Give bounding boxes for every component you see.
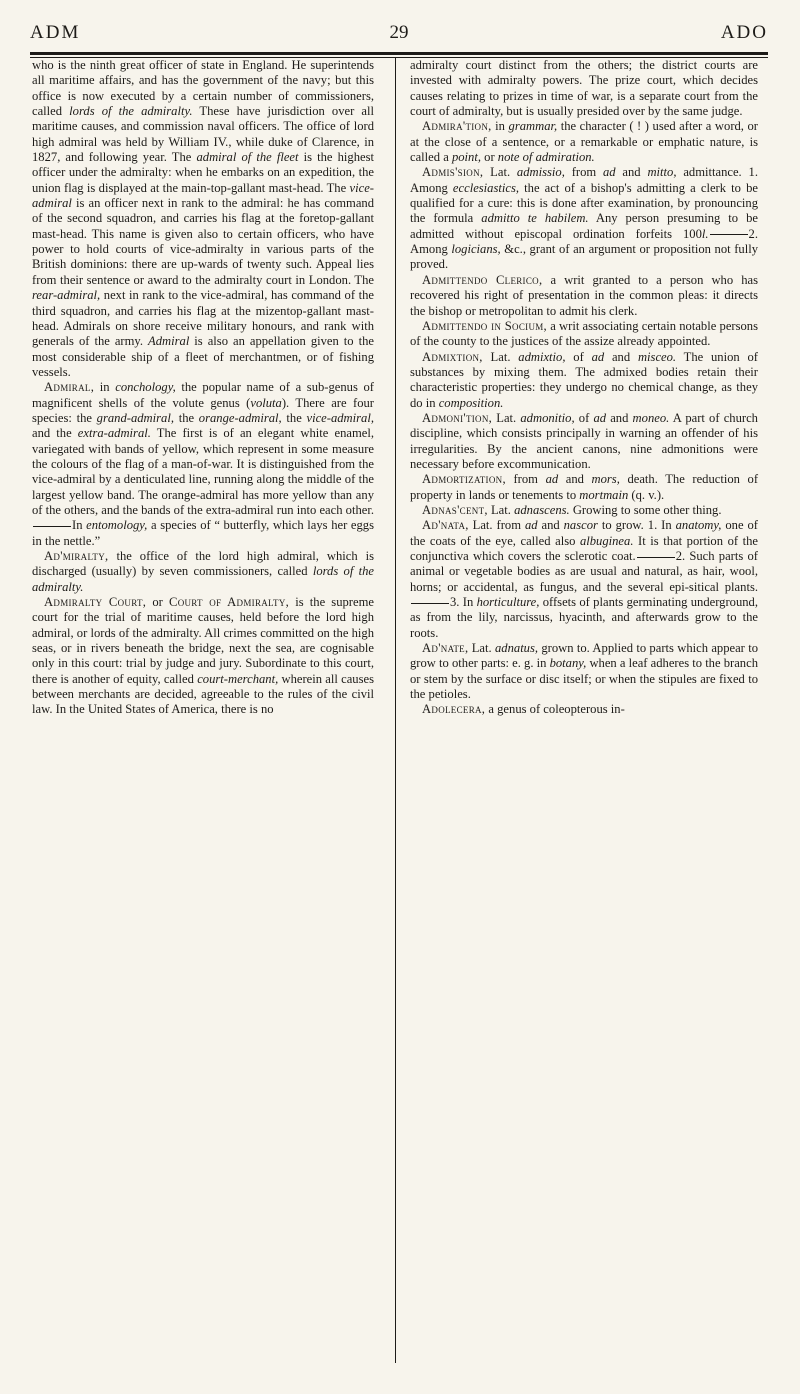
italic-term: extra-admiral.	[77, 426, 151, 441]
headword: Admixtion,	[422, 349, 483, 364]
dictionary-entry	[410, 472, 758, 503]
italic-term: botany,	[549, 656, 587, 671]
italic-term: court-merchant,	[197, 671, 279, 686]
text-run: the	[281, 410, 307, 425]
italic-term: ad	[593, 410, 607, 425]
running-header	[30, 22, 768, 52]
text-run: admiralty court distinct from the others; the district courts are invested with admiralty powers. The prize court, which decides causes relating to prizes in time of war, is a separate court from the court of admiralty, but is usually presided over by the same judge.	[410, 58, 758, 119]
em-rule	[637, 557, 675, 558]
text-run: Any person presuming to be admitted without episcopal ordination forfeits 100	[410, 211, 758, 241]
italic-term: admixtio,	[518, 349, 566, 364]
text-run: 2. Such parts of animal or vegetable bodies as are usual and natural, as hair, wool, horns; or accidental, as fungus, and the several epi-sitical plants.	[410, 549, 758, 594]
text-run: Lat.	[487, 502, 515, 517]
text-run: 2. Among	[410, 226, 758, 257]
text-run: grown to. Applied to parts which appear to grow to other parts: e. g. in	[410, 641, 758, 671]
text-run: in	[94, 380, 116, 395]
header-left-guide-word: ADM	[30, 22, 81, 43]
headword: Admiral,	[44, 380, 95, 395]
italic-term: composition.	[438, 395, 504, 410]
italic-term: lords of the admiralty.	[32, 564, 374, 594]
text-run: and	[604, 349, 638, 364]
italic-term: nascor	[563, 518, 598, 533]
text-run: the act of a bishop's admitting a clerk to be qualified for a cure: this is done after examination, by pronouncing the formula	[410, 180, 758, 226]
headword: Adolecera,	[422, 702, 486, 717]
italic-term: albuginea.	[579, 533, 634, 548]
italic-term: adnatus,	[495, 641, 539, 656]
left-column	[32, 58, 374, 718]
text-run: of	[565, 349, 592, 364]
text-run: the office of the lord high admiral, which is discharged (usually) by seven commissioners, called	[32, 549, 374, 579]
italic-term: mors,	[591, 472, 620, 487]
text-run: and	[558, 472, 592, 487]
text-run: &c., grant of an argument or proposition not fully proved.	[410, 242, 758, 272]
headword: Ad'miralty,	[44, 549, 109, 563]
text-run: in	[491, 119, 509, 134]
italic-term: orange-admiral,	[198, 410, 282, 425]
headword: Admittendo in Socium,	[422, 318, 547, 333]
italic-term: adnascens.	[514, 502, 570, 517]
dictionary-entry	[32, 595, 374, 718]
text-run: or	[146, 595, 169, 610]
text-run: offsets of plants germinating underground, as from the lily, narcissus, hyacinth, and afterwards grow to the roots.	[410, 595, 759, 640]
dictionary-entry	[410, 411, 758, 472]
right-column	[410, 58, 758, 718]
italic-term: ad	[591, 349, 605, 364]
text-run: (q. v.).	[628, 487, 665, 502]
text-run: and the	[32, 426, 78, 441]
dictionary-entry	[410, 702, 758, 717]
text-run: when a leaf adheres to the branch or stem by the surface or disc itself; or when the stipules are fixed to the petioles.	[410, 656, 758, 702]
italic-term: vice-admiral,	[306, 410, 374, 425]
headword: Admittendo Clerico,	[422, 272, 543, 287]
text-run: the	[174, 410, 199, 425]
italic-term: misceo.	[637, 349, 677, 364]
text-run: death. The reduction of property in lands or tenements to	[410, 472, 759, 502]
text-run: It is that portion of the conjunctiva which covers the sclerotic coat.	[410, 533, 759, 563]
text-run: and	[606, 410, 633, 425]
italic-term: mitto,	[647, 165, 677, 180]
headword: Court of Admiralty,	[169, 595, 290, 610]
italic-term: lords of the admiralty.	[69, 104, 193, 119]
text-run: next in rank to the vice-admiral, has command of the third squadron, and carries his flag at the mizentop-gallant mast-head. Admirals on shore receive military honours, and rank with generals of the army.	[32, 288, 374, 349]
text-run: or	[481, 150, 498, 165]
em-rule	[710, 234, 748, 235]
text-run: 3. In	[450, 595, 477, 610]
italic-term: conchology,	[115, 380, 176, 395]
text-run: Lat.	[483, 165, 517, 180]
headword: Admira'tion,	[422, 119, 492, 134]
text-run: who is the ninth great officer of state in England. He superintends all maritime affairs, and has the government of the navy; but this office is now executed by a certain number of commissioners, called	[32, 58, 374, 119]
text-run: is also an appellation given to the most considerable ship of a fleet of merchantmen, or of fishing vessels.	[32, 334, 374, 379]
text-run: a species of “ butterfly, which lays her eggs in the nettle.”	[32, 518, 374, 548]
em-rule	[33, 526, 71, 527]
italic-term: admiral of the fleet	[196, 150, 299, 165]
text-run: one of the coats of the eye, called also	[410, 518, 758, 548]
headword: Admis'sion,	[422, 165, 484, 180]
text-run: ). There are four species: the	[32, 395, 374, 425]
text-run: These have jurisdiction over all maritime causes, and commission naval officers. The office of lord high admiral was held by William IV., while duke of Clarence, in 1827, and following year. The	[32, 104, 374, 165]
text-run: Lat.	[468, 641, 495, 656]
italic-term: Admiral	[148, 334, 190, 349]
dictionary-entry	[32, 549, 374, 595]
continued-paragraph	[410, 58, 758, 119]
italic-term: vice-admiral	[32, 180, 374, 211]
text-run: of	[574, 410, 594, 425]
text-run: a writ associating certain notable persons of the county to the justices of the assize already appointed.	[410, 318, 758, 349]
text-run: a genus of coleopterous in-	[485, 702, 625, 717]
continued-paragraph	[32, 58, 374, 380]
dictionary-entry	[410, 165, 758, 272]
italic-term: admitto te habilem.	[481, 211, 589, 226]
headword: Adnas'cent,	[422, 502, 488, 517]
text-run: and	[537, 518, 564, 533]
italic-term: mortmain	[579, 487, 629, 502]
headword: Admiralty Court,	[44, 595, 147, 610]
italic-term: ad	[524, 518, 538, 533]
italic-term: anatomy,	[675, 518, 722, 533]
header-right-guide-word: ADO	[720, 22, 768, 43]
italic-term: voluta	[250, 395, 282, 410]
text-run: the popular name of a sub-genus of magnificent shells of the volute genus (	[32, 380, 374, 410]
headword: Admortization,	[422, 472, 506, 487]
dictionary-entry	[410, 350, 758, 411]
italic-term: horticulture,	[476, 595, 540, 610]
text-run: Lat. from	[468, 518, 525, 533]
italic-term: note of admiration.	[497, 150, 595, 165]
text-run: wherein all causes between merchants are decided, agreeable to the rules of the civil law. In the United States of America, there is no	[32, 671, 374, 717]
text-run: to grow. 1. In	[597, 518, 676, 533]
italic-term: point,	[451, 150, 481, 165]
italic-term: grand-admiral,	[96, 410, 174, 425]
headword: Ad'nata,	[422, 518, 469, 533]
italic-term: grammar,	[508, 119, 558, 134]
italic-term: logicians,	[451, 242, 501, 257]
italic-term: ecclesiastics,	[452, 180, 520, 195]
dictionary-entry	[410, 273, 758, 319]
text-run: the character ( ! ) used after a word, or at the close of a sentence, or a remarkable or emphatic nature, is called a	[410, 119, 758, 165]
dictionary-entry	[32, 380, 374, 549]
italic-term: rear-admiral,	[32, 288, 101, 303]
text-run: Growing to some other thing.	[569, 502, 722, 517]
text-run: In	[72, 518, 87, 533]
text-run: from	[564, 165, 603, 180]
italic-term: admissio,	[516, 165, 565, 180]
italic-term: ad	[603, 165, 616, 180]
text-run: A part of church discipline, which consists principally in warning an offender of his irregularities. By the ancient canons, nine admonitions were necessary before excommunication.	[410, 410, 758, 471]
headword: Ad'nate,	[422, 641, 469, 656]
text-run: Lat.	[482, 349, 519, 364]
text-run: a writ granted to a person who has recovered his right of presentation in the common pleas: it directs the bishop or metropolitan to admit his clerk.	[410, 272, 759, 318]
dictionary-entry	[410, 503, 758, 518]
text-run: The union of substances by mixing them. The admixed bodies retain their characteristic properties: they undergo no chemical change, as they do in	[410, 349, 758, 410]
dictionary-entry	[410, 319, 758, 350]
headword: Admoni'tion,	[422, 410, 493, 425]
em-rule	[411, 603, 449, 604]
italic-term: ad	[545, 472, 559, 487]
text-run: The first is of an elegant white enamel, variegated with bands of yellow, which represent in some measure the colours of the flag of a man-of-war. It is distinguished from the vice-admiral by a denticulated line, running along the middle of the largest yellow band. The orange-admiral has more yellow than any of the others, and the bands of the extra-admiral run into each other.	[32, 426, 375, 517]
page-number: 29	[389, 22, 409, 43]
column-divider	[395, 58, 396, 1363]
text-run: and	[615, 165, 648, 180]
text-run: from	[505, 472, 546, 487]
text-run: is the supreme court for the trial of maritime causes, held before the lord high admiral, or lords of the admiralty. All crimes committed on the high seas, or in rivers beneath the bridge, next the sea, are cognisable only in this court: trial by judge and jury. Subordinate to this court, there is another of equity, called	[32, 595, 374, 686]
text-run: is an officer next in rank to the admiral: he has command of the second squadron, and carries his flag at the foretop-gallant mast-head. This name is given also to certain officers, who have power to hold courts of vice-admiralty in various parts of the British dominions: there are up-wards of twenty such. Appeal lies from their sentence or award to the admiralty court in London. The	[32, 196, 374, 287]
dictionary-entry	[410, 641, 758, 702]
dictionary-entry	[410, 119, 758, 165]
text-run: admittance. 1. Among	[410, 165, 758, 195]
italic-term: moneo.	[632, 410, 670, 425]
text-run: Lat.	[492, 410, 521, 425]
dictionary-entry	[410, 518, 758, 641]
italic-term: entomology,	[86, 518, 148, 533]
italic-term: l.	[701, 226, 709, 241]
text-run: is the highest officer under the admiralty: when he embarks on an expedition, the union flag is displayed at the main-top-gallant mast-head. The	[32, 150, 374, 195]
italic-term: admonitio,	[520, 410, 575, 425]
